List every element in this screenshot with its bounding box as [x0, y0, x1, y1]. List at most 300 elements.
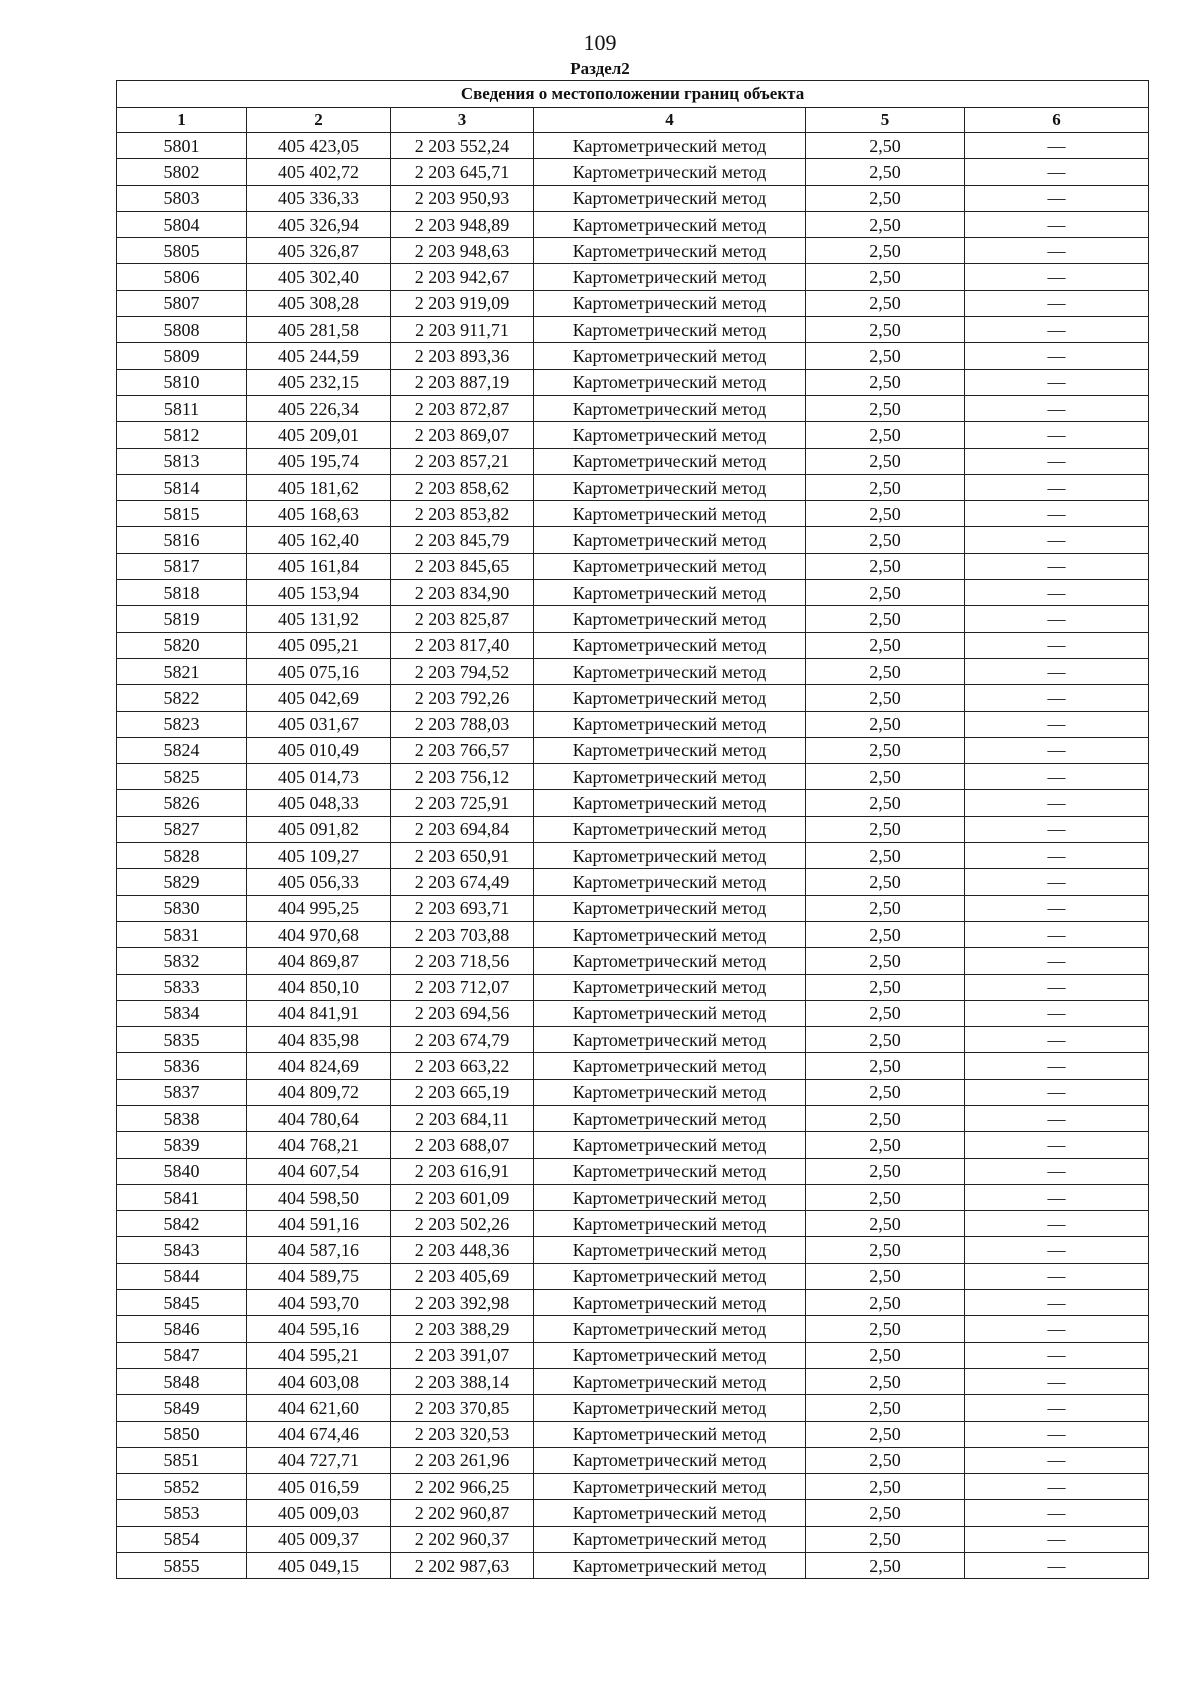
table-row [117, 606, 1149, 632]
method-cell: Картометрический метод [534, 1237, 806, 1263]
y-coordinate-cell: 2 203 674,79 [391, 1027, 534, 1053]
description-cell: — [965, 553, 1149, 579]
description-cell: — [965, 1368, 1149, 1394]
table-row [117, 501, 1149, 527]
description-cell: — [965, 1395, 1149, 1421]
method-cell: Картометрический метод [534, 764, 806, 790]
method-cell: Картометрический метод [534, 185, 806, 211]
section-title: Раздел2 [570, 59, 630, 78]
column-number: 4 [534, 108, 806, 133]
method-cell: Картометрический метод [534, 1395, 806, 1421]
method-cell: Картометрический метод [534, 1027, 806, 1053]
method-cell: Картометрический метод [534, 1526, 806, 1552]
description-cell: — [965, 1000, 1149, 1026]
description-cell: — [965, 1421, 1149, 1447]
point-number-cell: 5833 [117, 974, 247, 1000]
precision-cell: 2,50 [806, 580, 965, 606]
table-row [117, 211, 1149, 237]
precision-cell: 2,50 [806, 948, 965, 974]
method-cell: Картометрический метод [534, 422, 806, 448]
description-cell: — [965, 632, 1149, 658]
y-coordinate-cell: 2 203 601,09 [391, 1184, 534, 1210]
method-cell: Картометрический метод [534, 1211, 806, 1237]
precision-cell: 2,50 [806, 133, 965, 159]
description-cell: — [965, 185, 1149, 211]
table-row [117, 1368, 1149, 1394]
y-coordinate-cell: 2 203 792,26 [391, 685, 534, 711]
point-number-cell: 5820 [117, 632, 247, 658]
x-coordinate-cell: 405 075,16 [247, 658, 391, 684]
table-caption: Сведения о местоположении границ объекта [117, 81, 1149, 108]
x-coordinate-cell: 405 181,62 [247, 474, 391, 500]
method-cell: Картометрический метод [534, 658, 806, 684]
y-coordinate-cell: 2 203 502,26 [391, 1211, 534, 1237]
point-number-cell: 5825 [117, 764, 247, 790]
x-coordinate-cell: 404 591,16 [247, 1211, 391, 1237]
y-coordinate-cell: 2 202 960,87 [391, 1500, 534, 1526]
description-cell: — [965, 527, 1149, 553]
point-number-cell: 5814 [117, 474, 247, 500]
precision-cell: 2,50 [806, 606, 965, 632]
table-row [117, 1027, 1149, 1053]
precision-cell: 2,50 [806, 895, 965, 921]
x-coordinate-cell: 405 009,03 [247, 1500, 391, 1526]
method-cell: Картометрический метод [534, 1000, 806, 1026]
precision-cell: 2,50 [806, 1105, 965, 1131]
precision-cell: 2,50 [806, 1237, 965, 1263]
description-cell: — [965, 1447, 1149, 1473]
y-coordinate-cell: 2 203 788,03 [391, 711, 534, 737]
y-coordinate-cell: 2 203 665,19 [391, 1079, 534, 1105]
table-row [117, 1079, 1149, 1105]
description-cell: — [965, 895, 1149, 921]
description-cell: — [965, 1132, 1149, 1158]
x-coordinate-cell: 404 824,69 [247, 1053, 391, 1079]
precision-cell: 2,50 [806, 1342, 965, 1368]
precision-cell: 2,50 [806, 1184, 965, 1210]
description-cell: — [965, 1263, 1149, 1289]
point-number-cell: 5855 [117, 1553, 247, 1579]
table-body [117, 133, 1149, 1579]
method-cell: Картометрический метод [534, 1290, 806, 1316]
y-coordinate-cell: 2 203 650,91 [391, 843, 534, 869]
point-number-cell: 5852 [117, 1474, 247, 1500]
point-number-cell: 5840 [117, 1158, 247, 1184]
table-row [117, 816, 1149, 842]
x-coordinate-cell: 404 970,68 [247, 921, 391, 947]
table-row [117, 317, 1149, 343]
description-cell: — [965, 1079, 1149, 1105]
table-row [117, 159, 1149, 185]
y-coordinate-cell: 2 203 448,36 [391, 1237, 534, 1263]
table-row [117, 1053, 1149, 1079]
column-number: 2 [247, 108, 391, 133]
x-coordinate-cell: 404 621,60 [247, 1395, 391, 1421]
description-cell: — [965, 948, 1149, 974]
table-row [117, 685, 1149, 711]
x-coordinate-cell: 404 841,91 [247, 1000, 391, 1026]
y-coordinate-cell: 2 203 703,88 [391, 921, 534, 947]
x-coordinate-cell: 405 016,59 [247, 1474, 391, 1500]
description-cell: — [965, 921, 1149, 947]
y-coordinate-cell: 2 203 887,19 [391, 369, 534, 395]
description-cell: — [965, 764, 1149, 790]
precision-cell: 2,50 [806, 790, 965, 816]
method-cell: Картометрический метод [534, 1263, 806, 1289]
x-coordinate-cell: 405 014,73 [247, 764, 391, 790]
point-number-cell: 5826 [117, 790, 247, 816]
description-cell: — [965, 501, 1149, 527]
precision-cell: 2,50 [806, 264, 965, 290]
method-cell: Картометрический метод [534, 1079, 806, 1105]
x-coordinate-cell: 405 232,15 [247, 369, 391, 395]
precision-cell: 2,50 [806, 1053, 965, 1079]
point-number-cell: 5801 [117, 133, 247, 159]
precision-cell: 2,50 [806, 869, 965, 895]
table-row [117, 790, 1149, 816]
method-cell: Картометрический метод [534, 264, 806, 290]
y-coordinate-cell: 2 202 966,25 [391, 1474, 534, 1500]
precision-cell: 2,50 [806, 974, 965, 1000]
method-cell: Картометрический метод [534, 1316, 806, 1342]
x-coordinate-cell: 404 727,71 [247, 1447, 391, 1473]
y-coordinate-cell: 2 203 948,63 [391, 238, 534, 264]
point-number-cell: 5835 [117, 1027, 247, 1053]
point-number-cell: 5851 [117, 1447, 247, 1473]
table-caption-row [117, 81, 1149, 108]
x-coordinate-cell: 404 589,75 [247, 1263, 391, 1289]
description-cell: — [965, 317, 1149, 343]
point-number-cell: 5847 [117, 1342, 247, 1368]
description-cell: — [965, 869, 1149, 895]
x-coordinate-cell: 404 809,72 [247, 1079, 391, 1105]
table-row [117, 1132, 1149, 1158]
precision-cell: 2,50 [806, 1132, 965, 1158]
x-coordinate-cell: 404 607,54 [247, 1158, 391, 1184]
point-number-cell: 5822 [117, 685, 247, 711]
table-row [117, 395, 1149, 421]
table-row [117, 290, 1149, 316]
column-number: 5 [806, 108, 965, 133]
x-coordinate-cell: 404 593,70 [247, 1290, 391, 1316]
table-row [117, 869, 1149, 895]
y-coordinate-cell: 2 203 370,85 [391, 1395, 534, 1421]
point-number-cell: 5817 [117, 553, 247, 579]
y-coordinate-cell: 2 203 911,71 [391, 317, 534, 343]
x-coordinate-cell: 405 402,72 [247, 159, 391, 185]
table-row [117, 921, 1149, 947]
precision-cell: 2,50 [806, 1290, 965, 1316]
point-number-cell: 5805 [117, 238, 247, 264]
table-row [117, 1263, 1149, 1289]
method-cell: Картометрический метод [534, 290, 806, 316]
method-cell: Картометрический метод [534, 895, 806, 921]
point-number-cell: 5810 [117, 369, 247, 395]
description-cell: — [965, 264, 1149, 290]
precision-cell: 2,50 [806, 185, 965, 211]
table-row [117, 1474, 1149, 1500]
precision-cell: 2,50 [806, 422, 965, 448]
point-number-cell: 5816 [117, 527, 247, 553]
method-cell: Картометрический метод [534, 737, 806, 763]
point-number-cell: 5831 [117, 921, 247, 947]
x-coordinate-cell: 405 091,82 [247, 816, 391, 842]
description-cell: — [965, 343, 1149, 369]
precision-cell: 2,50 [806, 711, 965, 737]
description-cell: — [965, 1526, 1149, 1552]
x-coordinate-cell: 404 595,21 [247, 1342, 391, 1368]
x-coordinate-cell: 404 850,10 [247, 974, 391, 1000]
method-cell: Картометрический метод [534, 395, 806, 421]
y-coordinate-cell: 2 203 391,07 [391, 1342, 534, 1368]
y-coordinate-cell: 2 203 405,69 [391, 1263, 534, 1289]
description-cell: — [965, 1500, 1149, 1526]
method-cell: Картометрический метод [534, 1421, 806, 1447]
precision-cell: 2,50 [806, 1421, 965, 1447]
table-row [117, 1553, 1149, 1579]
y-coordinate-cell: 2 203 388,14 [391, 1368, 534, 1394]
x-coordinate-cell: 405 326,87 [247, 238, 391, 264]
precision-cell: 2,50 [806, 527, 965, 553]
precision-cell: 2,50 [806, 1027, 965, 1053]
point-number-cell: 5828 [117, 843, 247, 869]
column-number: 3 [391, 108, 534, 133]
x-coordinate-cell: 405 056,33 [247, 869, 391, 895]
x-coordinate-cell: 404 587,16 [247, 1237, 391, 1263]
point-number-cell: 5854 [117, 1526, 247, 1552]
table-row [117, 1526, 1149, 1552]
x-coordinate-cell: 404 595,16 [247, 1316, 391, 1342]
y-coordinate-cell: 2 203 616,91 [391, 1158, 534, 1184]
x-coordinate-cell: 405 326,94 [247, 211, 391, 237]
method-cell: Картометрический метод [534, 1553, 806, 1579]
description-cell: — [965, 1290, 1149, 1316]
x-coordinate-cell: 405 281,58 [247, 317, 391, 343]
boundary-coordinates-table [116, 80, 1149, 1579]
x-coordinate-cell: 404 603,08 [247, 1368, 391, 1394]
table-row [117, 948, 1149, 974]
description-cell: — [965, 369, 1149, 395]
point-number-cell: 5844 [117, 1263, 247, 1289]
table-row [117, 1000, 1149, 1026]
point-number-cell: 5834 [117, 1000, 247, 1026]
x-coordinate-cell: 405 049,15 [247, 1553, 391, 1579]
table-row [117, 369, 1149, 395]
method-cell: Картометрический метод [534, 1342, 806, 1368]
y-coordinate-cell: 2 203 388,29 [391, 1316, 534, 1342]
method-cell: Картометрический метод [534, 501, 806, 527]
y-coordinate-cell: 2 203 869,07 [391, 422, 534, 448]
description-cell: — [965, 422, 1149, 448]
y-coordinate-cell: 2 203 261,96 [391, 1447, 534, 1473]
method-cell: Картометрический метод [534, 1500, 806, 1526]
precision-cell: 2,50 [806, 369, 965, 395]
y-coordinate-cell: 2 203 853,82 [391, 501, 534, 527]
y-coordinate-cell: 2 203 845,79 [391, 527, 534, 553]
table-row [117, 422, 1149, 448]
method-cell: Картометрический метод [534, 816, 806, 842]
table-row [117, 711, 1149, 737]
point-number-cell: 5841 [117, 1184, 247, 1210]
method-cell: Картометрический метод [534, 685, 806, 711]
point-number-cell: 5829 [117, 869, 247, 895]
point-number-cell: 5842 [117, 1211, 247, 1237]
precision-cell: 2,50 [806, 816, 965, 842]
x-coordinate-cell: 405 336,33 [247, 185, 391, 211]
table-row [117, 580, 1149, 606]
method-cell: Картометрический метод [534, 632, 806, 658]
table-row [117, 527, 1149, 553]
description-cell: — [965, 737, 1149, 763]
method-cell: Картометрический метод [534, 711, 806, 737]
description-cell: — [965, 448, 1149, 474]
precision-cell: 2,50 [806, 553, 965, 579]
table-row [117, 448, 1149, 474]
precision-cell: 2,50 [806, 1500, 965, 1526]
column-number: 1 [117, 108, 247, 133]
description-cell: — [965, 159, 1149, 185]
x-coordinate-cell: 405 010,49 [247, 737, 391, 763]
method-cell: Картометрический метод [534, 553, 806, 579]
point-number-cell: 5811 [117, 395, 247, 421]
description-cell: — [965, 790, 1149, 816]
method-cell: Картометрический метод [534, 790, 806, 816]
point-number-cell: 5845 [117, 1290, 247, 1316]
description-cell: — [965, 1553, 1149, 1579]
description-cell: — [965, 1237, 1149, 1263]
point-number-cell: 5809 [117, 343, 247, 369]
precision-cell: 2,50 [806, 843, 965, 869]
table-row [117, 974, 1149, 1000]
precision-cell: 2,50 [806, 159, 965, 185]
table-row [117, 1290, 1149, 1316]
method-cell: Картометрический метод [534, 211, 806, 237]
y-coordinate-cell: 2 203 756,12 [391, 764, 534, 790]
description-cell: — [965, 974, 1149, 1000]
precision-cell: 2,50 [806, 290, 965, 316]
x-coordinate-cell: 405 031,67 [247, 711, 391, 737]
method-cell: Картометрический метод [534, 974, 806, 1000]
y-coordinate-cell: 2 203 834,90 [391, 580, 534, 606]
x-coordinate-cell: 405 095,21 [247, 632, 391, 658]
y-coordinate-cell: 2 203 872,87 [391, 395, 534, 421]
x-coordinate-cell: 404 835,98 [247, 1027, 391, 1053]
point-number-cell: 5807 [117, 290, 247, 316]
x-coordinate-cell: 404 768,21 [247, 1132, 391, 1158]
method-cell: Картометрический метод [534, 159, 806, 185]
x-coordinate-cell: 404 995,25 [247, 895, 391, 921]
method-cell: Картометрический метод [534, 606, 806, 632]
y-coordinate-cell: 2 203 674,49 [391, 869, 534, 895]
precision-cell: 2,50 [806, 1526, 965, 1552]
y-coordinate-cell: 2 203 942,67 [391, 264, 534, 290]
table-row [117, 1184, 1149, 1210]
description-cell: — [965, 606, 1149, 632]
point-number-cell: 5823 [117, 711, 247, 737]
x-coordinate-cell: 404 869,87 [247, 948, 391, 974]
y-coordinate-cell: 2 203 950,93 [391, 185, 534, 211]
point-number-cell: 5821 [117, 658, 247, 684]
point-number-cell: 5808 [117, 317, 247, 343]
point-number-cell: 5836 [117, 1053, 247, 1079]
precision-cell: 2,50 [806, 632, 965, 658]
precision-cell: 2,50 [806, 317, 965, 343]
precision-cell: 2,50 [806, 1447, 965, 1473]
y-coordinate-cell: 2 203 645,71 [391, 159, 534, 185]
point-number-cell: 5812 [117, 422, 247, 448]
description-cell: — [965, 133, 1149, 159]
table-row [117, 895, 1149, 921]
method-cell: Картометрический метод [534, 1105, 806, 1131]
description-cell: — [965, 1158, 1149, 1184]
method-cell: Картометрический метод [534, 369, 806, 395]
table-row [117, 1342, 1149, 1368]
point-number-cell: 5827 [117, 816, 247, 842]
x-coordinate-cell: 404 780,64 [247, 1105, 391, 1131]
precision-cell: 2,50 [806, 1395, 965, 1421]
x-coordinate-cell: 405 109,27 [247, 843, 391, 869]
y-coordinate-cell: 2 203 688,07 [391, 1132, 534, 1158]
column-number: 6 [965, 108, 1149, 133]
method-cell: Картометрический метод [534, 921, 806, 947]
method-cell: Картометрический метод [534, 1132, 806, 1158]
column-number-row [117, 108, 1149, 133]
point-number-cell: 5815 [117, 501, 247, 527]
point-number-cell: 5846 [117, 1316, 247, 1342]
y-coordinate-cell: 2 202 987,63 [391, 1553, 534, 1579]
precision-cell: 2,50 [806, 764, 965, 790]
method-cell: Картометрический метод [534, 1447, 806, 1473]
y-coordinate-cell: 2 203 663,22 [391, 1053, 534, 1079]
precision-cell: 2,50 [806, 737, 965, 763]
x-coordinate-cell: 404 674,46 [247, 1421, 391, 1447]
table-row [117, 133, 1149, 159]
description-cell: — [965, 685, 1149, 711]
y-coordinate-cell: 2 203 694,56 [391, 1000, 534, 1026]
x-coordinate-cell: 405 048,33 [247, 790, 391, 816]
x-coordinate-cell: 405 308,28 [247, 290, 391, 316]
point-number-cell: 5803 [117, 185, 247, 211]
table-row [117, 1158, 1149, 1184]
point-number-cell: 5850 [117, 1421, 247, 1447]
precision-cell: 2,50 [806, 1211, 965, 1237]
x-coordinate-cell: 405 168,63 [247, 501, 391, 527]
point-number-cell: 5824 [117, 737, 247, 763]
y-coordinate-cell: 2 203 712,07 [391, 974, 534, 1000]
point-number-cell: 5838 [117, 1105, 247, 1131]
table-row [117, 553, 1149, 579]
x-coordinate-cell: 405 042,69 [247, 685, 391, 711]
precision-cell: 2,50 [806, 1158, 965, 1184]
description-cell: — [965, 1105, 1149, 1131]
point-number-cell: 5813 [117, 448, 247, 474]
method-cell: Картометрический метод [534, 343, 806, 369]
x-coordinate-cell: 405 162,40 [247, 527, 391, 553]
point-number-cell: 5830 [117, 895, 247, 921]
table-row [117, 264, 1149, 290]
method-cell: Картометрический метод [534, 1158, 806, 1184]
y-coordinate-cell: 2 203 948,89 [391, 211, 534, 237]
method-cell: Картометрический метод [534, 1368, 806, 1394]
description-cell: — [965, 1053, 1149, 1079]
y-coordinate-cell: 2 202 960,37 [391, 1526, 534, 1552]
x-coordinate-cell: 405 423,05 [247, 133, 391, 159]
table-row [117, 843, 1149, 869]
description-cell: — [965, 1342, 1149, 1368]
table-row [117, 737, 1149, 763]
x-coordinate-cell: 405 244,59 [247, 343, 391, 369]
description-cell: — [965, 290, 1149, 316]
